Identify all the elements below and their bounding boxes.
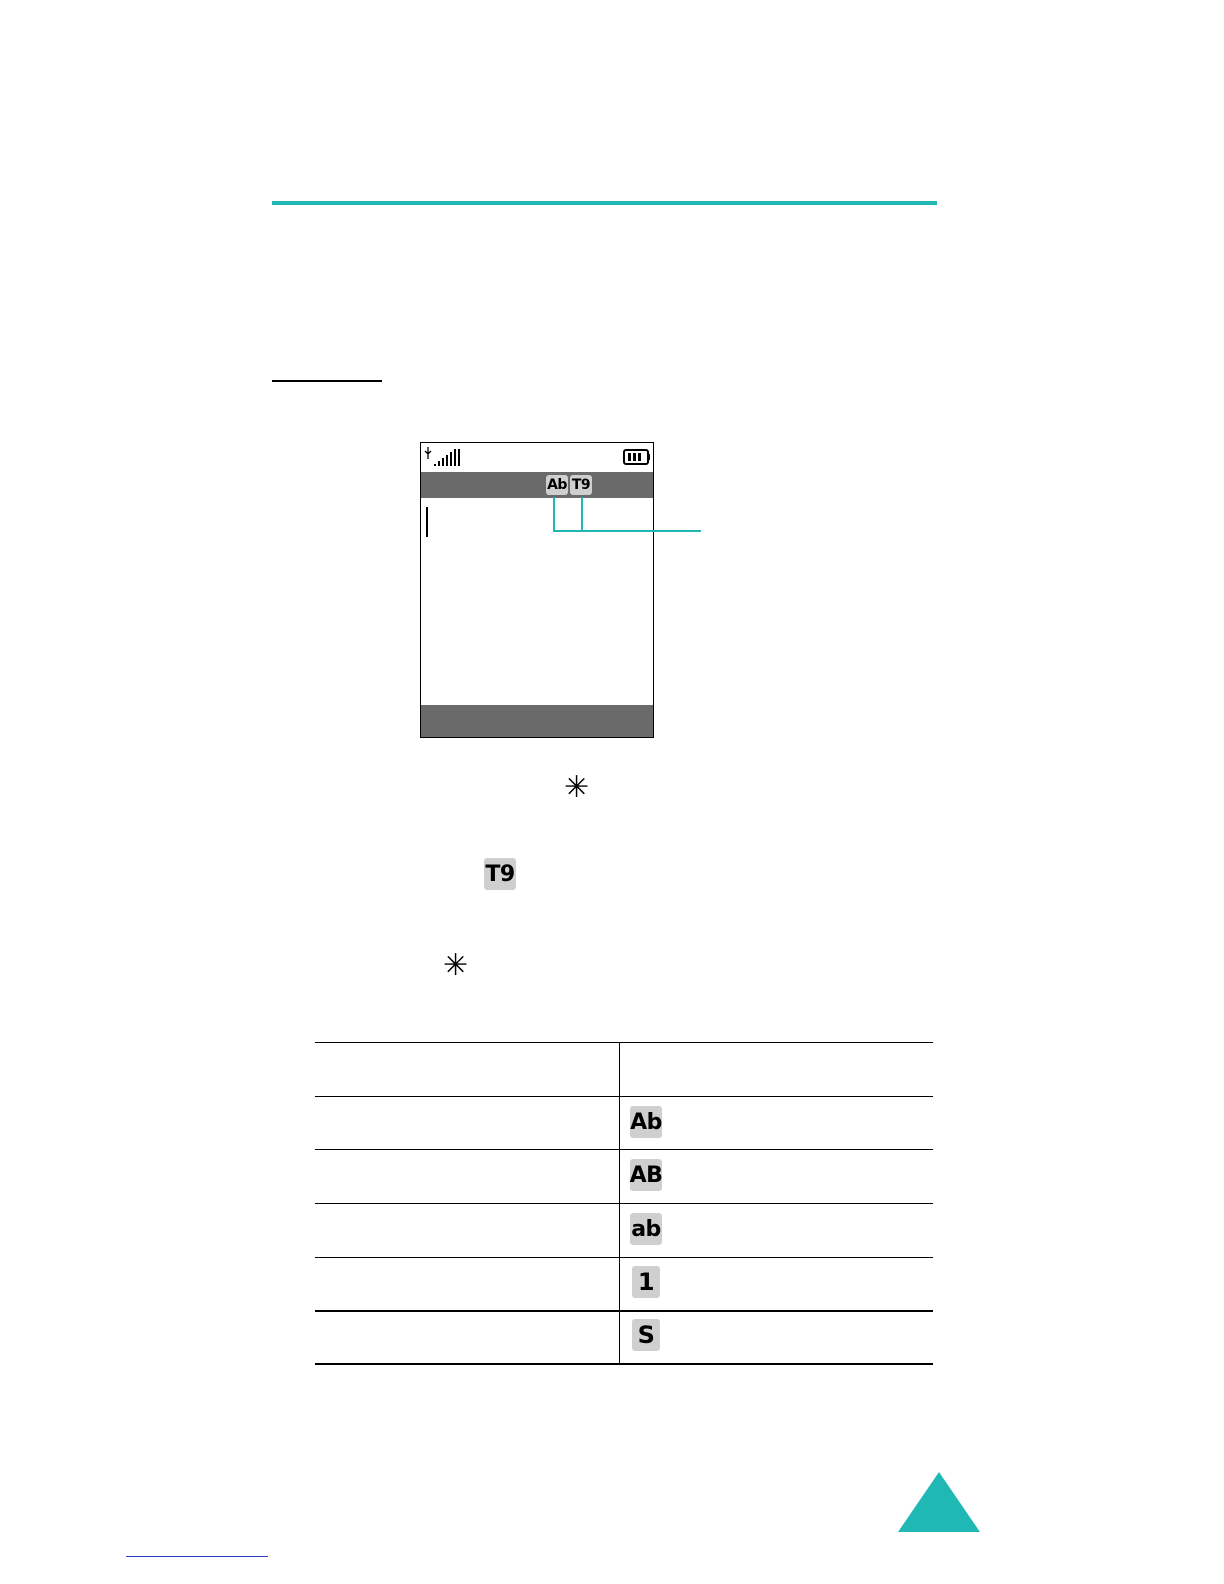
table-row-ab-icon: Ab	[630, 1106, 662, 1138]
table-column-divider	[619, 1042, 620, 1364]
battery-icon	[623, 449, 651, 465]
status-bar	[421, 443, 653, 471]
antenna-icon	[425, 447, 431, 459]
table-row-number-icon: 1	[632, 1266, 660, 1298]
section-heading-underline	[272, 380, 382, 382]
input-mode-table	[315, 1042, 933, 1366]
header-rule	[272, 201, 937, 205]
table-rule	[315, 1203, 933, 1204]
table-rule	[315, 1310, 933, 1312]
text-mode-ab-icon: Ab	[547, 477, 567, 493]
table-rule	[315, 1257, 933, 1258]
text-cursor	[426, 507, 428, 537]
softkey-bar	[421, 705, 653, 737]
callout-line	[581, 497, 583, 531]
callout-line	[553, 497, 555, 531]
table-rule	[315, 1363, 933, 1365]
table-row-uppercase-icon: AB	[630, 1159, 662, 1191]
table-rule	[315, 1096, 933, 1097]
signal-strength-icon	[423, 445, 467, 469]
table-row-lowercase-icon: ab	[630, 1213, 662, 1245]
triangle-up-icon[interactable]	[896, 1470, 982, 1534]
table-row-symbol-icon: S	[632, 1319, 660, 1351]
screen-title-bar	[421, 472, 653, 498]
star-key-icon: ✳	[564, 770, 590, 805]
t9-mode-icon: T9	[571, 477, 591, 493]
t9-mode-icon: T9	[484, 858, 516, 890]
star-key-icon: ✳	[443, 948, 469, 983]
table-rule	[315, 1149, 933, 1150]
callout-line	[553, 530, 701, 532]
phone-screen-illustration	[420, 442, 654, 738]
footer-link-underline[interactable]	[126, 1556, 268, 1557]
table-rule	[315, 1042, 933, 1043]
